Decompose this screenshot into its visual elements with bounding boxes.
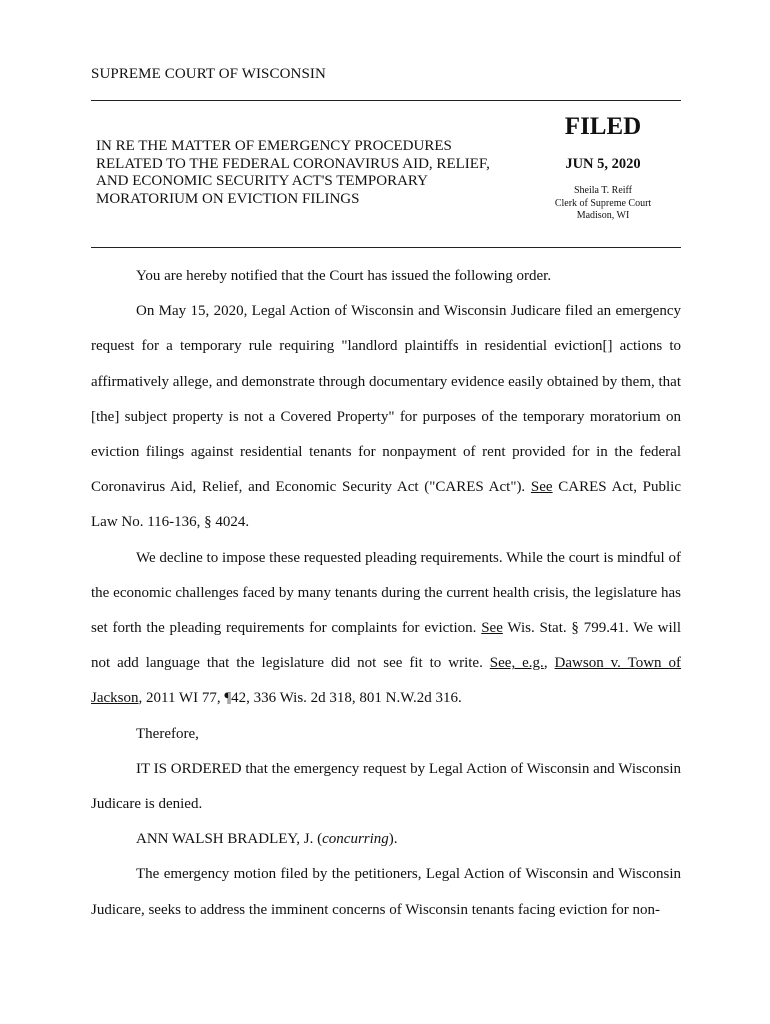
paragraph-request: On May 15, 2020, Legal Action of Wisconsin and Wisconsin Judicare filed an emergency request for a temporary rule requiring "landlord plaintiffs in residential eviction[] actions to affirmatively allege, and demonstrate through documentary evidence easily obtained by them, that [the] subject property is not a Covered Property" for purposes of the temporary moratorium on eviction filings against residential tenants for nonpayment of rent provided for in the federal Coronavirus Aid, Relief, and Economic Security Act ("CARES Act"). See CARES Act, Public Law No. 116-136, § 4024. (91, 303, 681, 531)
citation-signal: See, e.g. (489, 655, 544, 672)
caption-line: AND ECONOMIC SECURITY ACT'S TEMPORARY (96, 173, 428, 189)
top-divider (91, 100, 681, 101)
order-body (91, 259, 681, 928)
citation-signal: See (481, 620, 503, 637)
bottom-divider (91, 247, 681, 248)
paragraph-therefore: Therefore, (136, 725, 199, 742)
filed-label: FILED (564, 113, 642, 140)
paragraph-notice: You are hereby notified that the Court has issued the following order. (136, 268, 552, 284)
clerk-location: Madison, WI (576, 210, 630, 221)
filed-date: JUN 5, 2020 (565, 156, 641, 172)
clerk-name: Sheila T. Reiff (573, 185, 633, 196)
caption-line: MORATORIUM ON EVICTION FILINGS (96, 190, 360, 207)
caption-line: RELATED TO THE FEDERAL CORONAVIRUS AID, RELIEF, (96, 155, 490, 172)
case-caption (96, 138, 526, 208)
court-name: SUPREME COURT OF WISCONSIN (91, 66, 326, 82)
paragraph-decline: We decline to impose these requested pleading requirements. While the court is mindful of the economic challenges faced by many tenants during the current health crisis, the legislature has set forth the pleading requirements for complaints for eviction. See Wis. Stat. § 799.41. We will not add language that the legislature did not see fit to write. See, e.g., Dawson v. Town of Jackson, 2011 WI 77, ¶42, 336 Wis. 2d 318, 801 N.W.2d 316. (91, 549, 682, 707)
paragraph-concurrence-heading: ANN WALSH BRADLEY, J. (concurring). (136, 831, 398, 848)
clerk-title: Clerk of Supreme Court (554, 197, 652, 209)
paragraph-concurrence: The emergency motion filed by the petitioners, Legal Action of Wisconsin and Wisconsin Judicare, seeks to address the imminent concerns of Wisconsin tenants facing eviction for non- (91, 866, 681, 918)
filed-stamp (528, 112, 678, 223)
caption-line: IN RE THE MATTER OF EMERGENCY PROCEDURES (96, 138, 452, 154)
paragraph-ordered: IT IS ORDERED that the emergency request by Legal Action of Wisconsin and Wisconsin Judicare is denied. (91, 760, 681, 813)
case-name: Dawson v. Town of Jackson (91, 655, 682, 707)
citation-signal: See (530, 479, 553, 496)
clerk-block (528, 185, 678, 223)
